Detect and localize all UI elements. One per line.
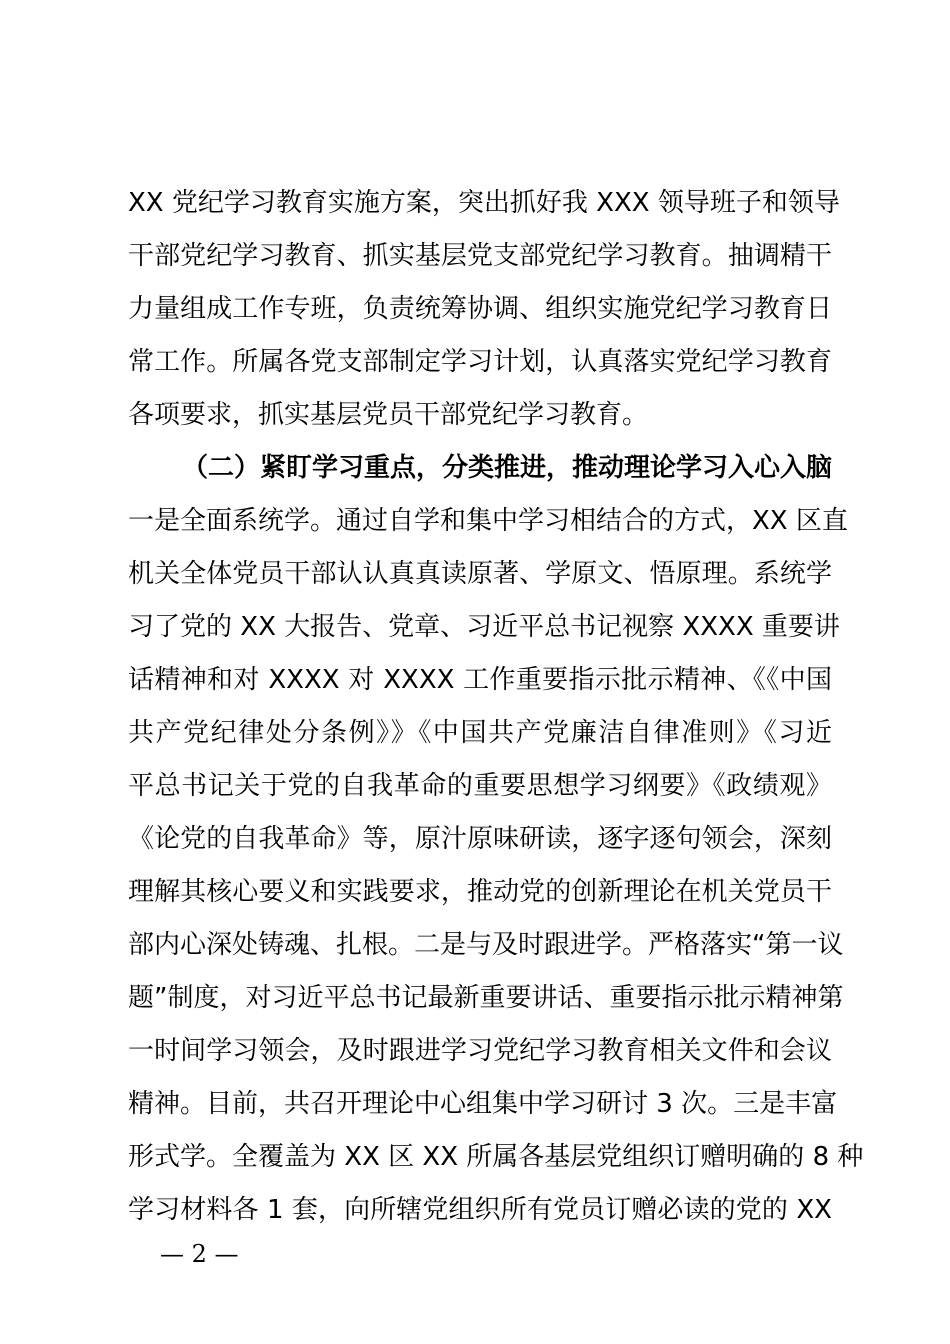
paragraph-line: 共产党纪律处分条例》》《中国共产党廉洁自律准则》《习近 [128, 718, 832, 748]
paragraph-line: 干部党纪学习教育、抓实基层党支部党纪学习教育。抽调精干 [128, 241, 832, 271]
paragraph-line: 《论党的自我革命》等，原汁原味研读，逐字逐句领会，深刻 [128, 824, 832, 854]
paragraph-line: 学习材料各 1 套，向所辖党组织所有党员订赠必读的党的 XX [128, 1195, 832, 1225]
paragraph-line: 一时间学习领会，及时跟进学习党纪学习教育相关文件和会议 [128, 1036, 832, 1066]
paragraph-line: 常工作。所属各党支部制定学习计划，认真落实党纪学习教育 [128, 347, 832, 377]
paragraph-line: 机关全体党员干部认认真真读原著、学原文、悟原理。系统学 [128, 559, 832, 589]
section-heading: （二）紧盯学习重点，分类推进，推动理论学习入心入脑 [182, 453, 833, 483]
paragraph-line: 各项要求，抓实基层党员干部党纪学习教育。 [128, 400, 649, 430]
body-text [128, 177, 864, 1237]
paragraph-line: 习了党的 XX 大报告、党章、习近平总书记视察 XXXX 重要讲 [128, 612, 840, 642]
paragraph-line: 平总书记关于党的自我革命的重要思想学习纲要》《政绩观》 [128, 771, 832, 801]
paragraph-line: 精神。目前，共召开理论中心组集中学习研讨 3 次。三是丰富 [128, 1089, 838, 1119]
paragraph-line: 题”制度，对习近平总书记最新重要讲话、重要指示批示精神第 [128, 983, 844, 1013]
paragraph-line: 力量组成工作专班，负责统筹协调、组织实施党纪学习教育日 [128, 294, 832, 324]
paragraph-line: 形式学。全覆盖为 XX 区 XX 所属各基层党组织订赠明确的 8 种 [128, 1142, 864, 1172]
paragraph-line: 理解其核心要义和实践要求，推动党的创新理论在机关党员干 [128, 877, 832, 907]
page-number: — 2 — [160, 1240, 239, 1268]
paragraph-line: 部内心深处铸魂、扎根。二是与及时跟进学。严格落实“第一议 [128, 930, 844, 960]
paragraph-line: 一是全面系统学。通过自学和集中学习相结合的方式，XX 区直 [128, 506, 848, 536]
paragraph-line: 话精神和对 XXXX 对 XXXX 工作重要指示批示精神、《《中国 [128, 665, 832, 695]
paragraph-line: XX 党纪学习教育实施方案，突出抓好我 XXX 领导班子和领导 [128, 188, 840, 218]
